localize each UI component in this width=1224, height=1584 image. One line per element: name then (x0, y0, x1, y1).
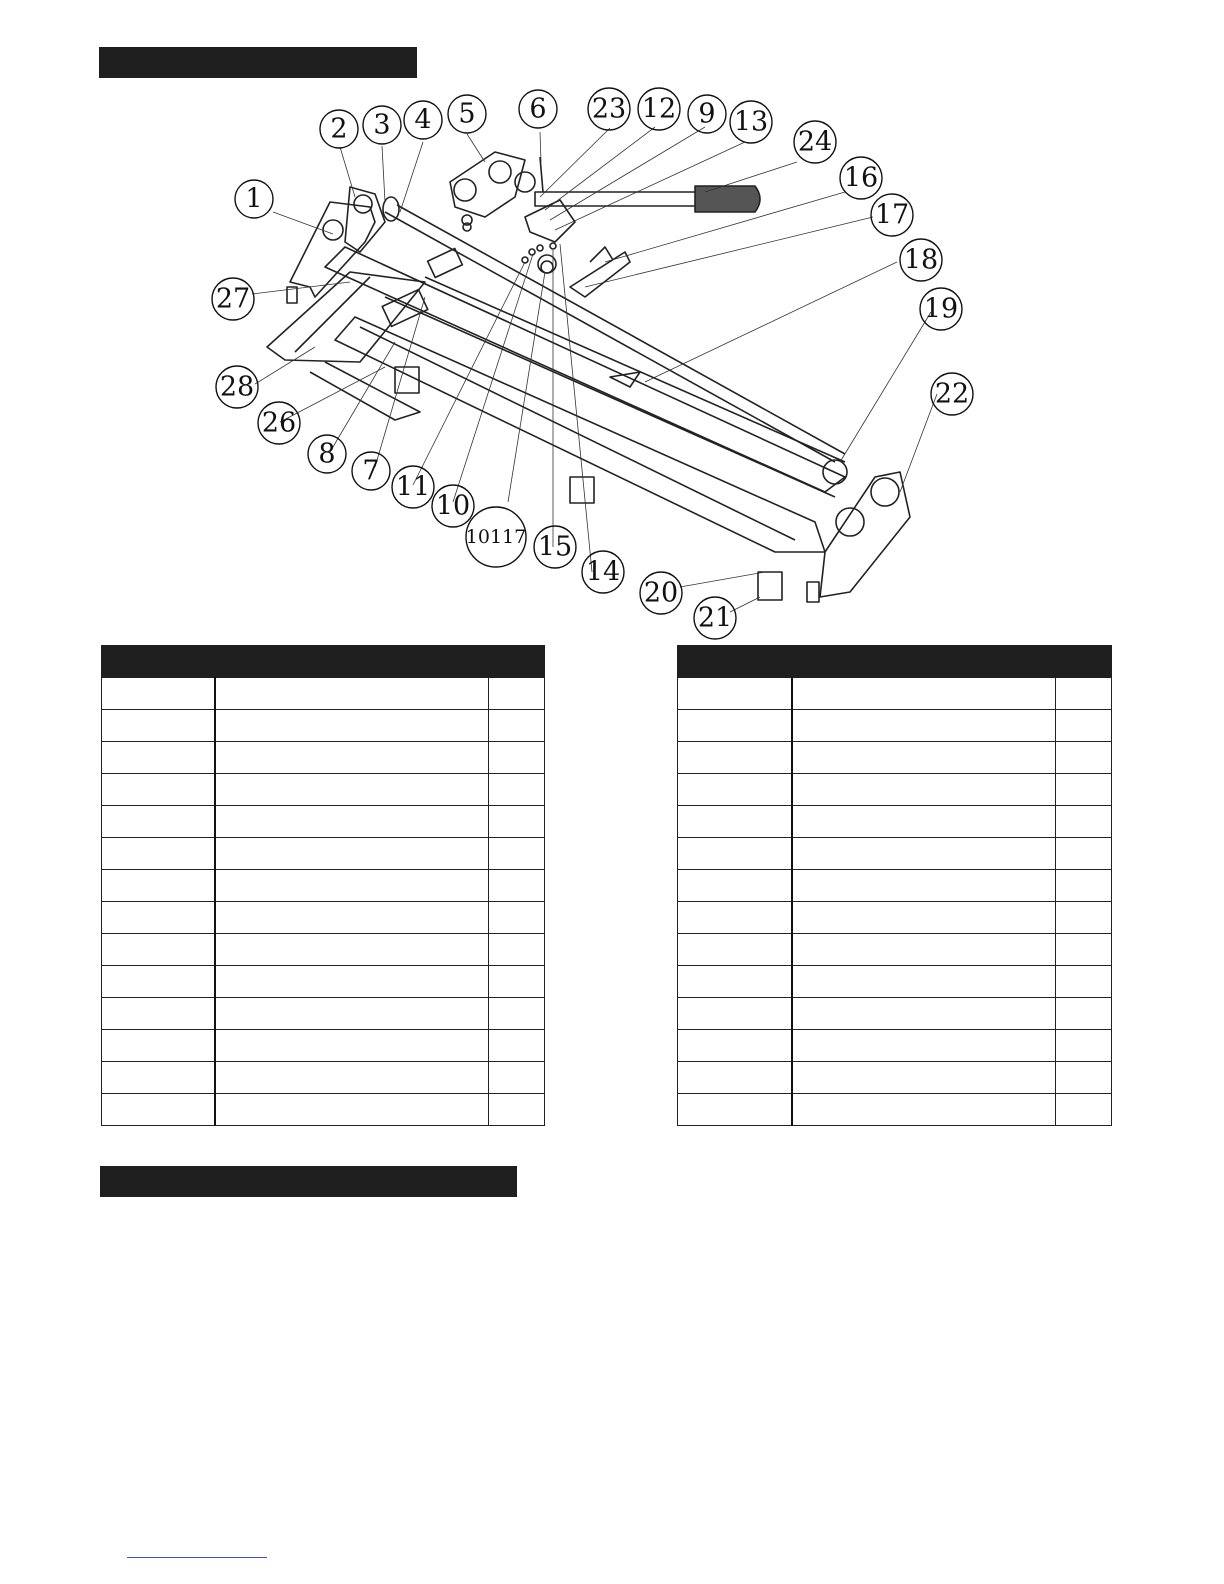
table-row (678, 934, 1112, 966)
cutter-carriage (450, 152, 525, 217)
callout-12: 12 (641, 93, 677, 125)
table-row (102, 678, 545, 710)
table-header-row (102, 646, 545, 678)
left-base-plate (267, 272, 425, 362)
table-row (678, 998, 1112, 1030)
table-row (678, 1030, 1112, 1062)
callout-26: 26 (261, 407, 297, 439)
table-row (102, 1094, 545, 1126)
table-row (678, 966, 1112, 998)
callout-18: 18 (903, 244, 939, 276)
callout-13: 13 (733, 106, 769, 138)
callout-14: 14 (585, 556, 621, 588)
table-row (678, 806, 1112, 838)
callout-2: 2 (330, 113, 348, 145)
callout-22: 22 (934, 378, 970, 410)
callout-8: 8 (318, 438, 336, 470)
callout-4: 4 (414, 104, 432, 136)
section-header-bar-bottom (100, 1166, 517, 1197)
callout-27: 27 (215, 283, 251, 315)
table-row (102, 870, 545, 902)
callout-28: 28 (219, 371, 255, 403)
table-row (678, 742, 1112, 774)
table-row (678, 902, 1112, 934)
callout-23: 23 (591, 93, 627, 125)
table-row (678, 710, 1112, 742)
table-row (102, 1030, 545, 1062)
callout-11: 11 (395, 471, 431, 503)
table-row (102, 934, 545, 966)
callout-6: 6 (529, 93, 547, 125)
handle-lever (535, 192, 705, 206)
callout-7: 7 (362, 455, 380, 487)
table-row (102, 998, 545, 1030)
section-header-bar-top (99, 47, 417, 78)
callout-15: 15 (537, 531, 573, 563)
table-row (102, 774, 545, 806)
parts-table-left (101, 645, 545, 1126)
callout-10: 10 (435, 490, 471, 522)
callout-20: 20 (643, 577, 679, 609)
callout-9: 9 (698, 98, 716, 130)
table-row (678, 870, 1112, 902)
callout-24: 24 (797, 126, 833, 158)
table-row (102, 710, 545, 742)
callout-17: 17 (874, 199, 910, 231)
callout-3: 3 (373, 109, 391, 141)
table-row (102, 838, 545, 870)
table-row (102, 1062, 545, 1094)
footer-link-underline[interactable] (127, 1557, 267, 1558)
handle-grip (695, 186, 760, 212)
table-row (678, 838, 1112, 870)
table-row (102, 966, 545, 998)
table-row (102, 806, 545, 838)
table-row (102, 742, 545, 774)
main-rail (325, 247, 845, 492)
part-code-label: 10117 (465, 526, 527, 548)
callout-16: 16 (843, 162, 879, 194)
table-row (678, 774, 1112, 806)
callout-1: 1 (245, 183, 263, 215)
breaker-foot (570, 252, 630, 297)
table-row (678, 1094, 1112, 1126)
callout-21: 21 (697, 602, 733, 634)
table-row (102, 902, 545, 934)
table-header-row (678, 646, 1112, 678)
table-row (678, 678, 1112, 710)
callout-19: 19 (923, 293, 959, 325)
table-row (678, 1062, 1112, 1094)
parts-table-right (677, 645, 1112, 1126)
right-end-frame (820, 472, 910, 597)
callout-5: 5 (458, 98, 476, 130)
exploded-parts-diagram (185, 82, 990, 640)
